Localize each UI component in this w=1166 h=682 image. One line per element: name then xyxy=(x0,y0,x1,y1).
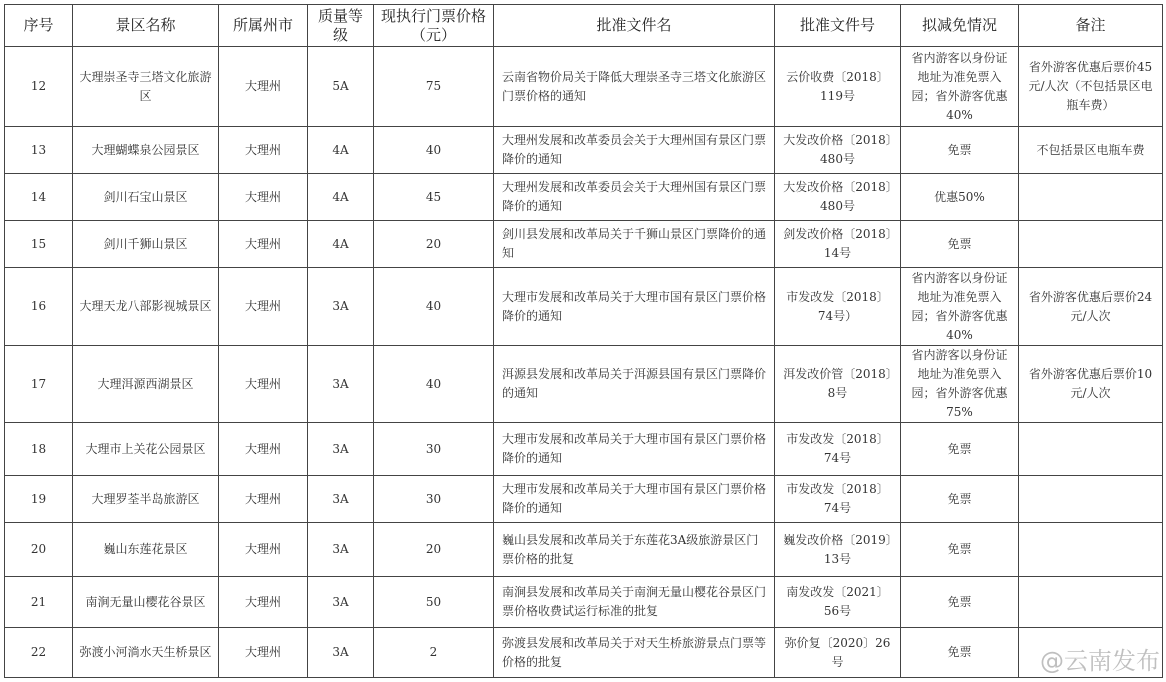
column-header: 备注 xyxy=(1019,5,1163,47)
row-number-cell: 16 xyxy=(5,268,73,346)
city-cell: 大理州 xyxy=(219,523,308,577)
document-number-cell: 剑发改价格〔2018〕14号 xyxy=(775,221,901,268)
ticket-price-cell: 40 xyxy=(374,346,494,423)
table-row xyxy=(5,628,1163,678)
quality-level-cell: 3A xyxy=(308,577,374,628)
document-number-cell: 市发改发〔2018〕74号） xyxy=(775,268,901,346)
row-number-cell: 17 xyxy=(5,346,73,423)
city-cell: 大理州 xyxy=(219,268,308,346)
reduction-cell: 免票 xyxy=(901,577,1019,628)
ticket-price-cell: 20 xyxy=(374,523,494,577)
approval-document-cell: 大理市发展和改革局关于大理市国有景区门票价格降价的通知 xyxy=(494,423,775,476)
quality-level-cell: 4A xyxy=(308,221,374,268)
table-row xyxy=(5,268,1163,346)
row-number-cell: 12 xyxy=(5,47,73,127)
scenic-name-cell: 弥渡小河淌水天生桥景区 xyxy=(73,628,219,678)
reduction-cell: 免票 xyxy=(901,127,1019,174)
city-cell: 大理州 xyxy=(219,346,308,423)
reduction-cell: 省内游客以身份证地址为准免票入园；省外游客优惠40% xyxy=(901,268,1019,346)
city-cell: 大理州 xyxy=(219,423,308,476)
row-number-cell: 19 xyxy=(5,476,73,523)
approval-document-cell: 洱源县发展和改革局关于洱源县国有景区门票降价的通知 xyxy=(494,346,775,423)
row-number-cell: 18 xyxy=(5,423,73,476)
quality-level-cell: 3A xyxy=(308,268,374,346)
reduction-cell: 优惠50% xyxy=(901,174,1019,221)
column-header: 景区名称 xyxy=(73,5,219,47)
row-number-cell: 14 xyxy=(5,174,73,221)
document-number-cell: 巍发改价格〔2019〕13号 xyxy=(775,523,901,577)
column-header: 批准文件号 xyxy=(775,5,901,47)
table-row xyxy=(5,47,1163,127)
approval-document-cell: 弥渡县发展和改革局关于对天生桥旅游景点门票等价格的批复 xyxy=(494,628,775,678)
watermark: @云南发布 xyxy=(1040,647,1160,675)
remark-cell: 不包括景区电瓶车费 xyxy=(1019,127,1163,174)
document-number-cell: 市发改发〔2018〕74号 xyxy=(775,423,901,476)
document-number-cell: 洱发改价管〔2018〕8号 xyxy=(775,346,901,423)
table-row xyxy=(5,221,1163,268)
row-number-cell: 21 xyxy=(5,577,73,628)
remark-cell: 省外游客优惠后票价45元/人次（不包括景区电瓶车费） xyxy=(1019,47,1163,127)
city-cell: 大理州 xyxy=(219,628,308,678)
document-number-cell: 南发改发〔2021〕56号 xyxy=(775,577,901,628)
reduction-cell: 免票 xyxy=(901,221,1019,268)
row-number-cell: 20 xyxy=(5,523,73,577)
scenic-name-cell: 大理市上关花公园景区 xyxy=(73,423,219,476)
remark-cell xyxy=(1019,476,1163,523)
remark-cell xyxy=(1019,423,1163,476)
row-number-cell: 22 xyxy=(5,628,73,678)
ticket-price-cell: 50 xyxy=(374,577,494,628)
reduction-cell: 免票 xyxy=(901,423,1019,476)
city-cell: 大理州 xyxy=(219,476,308,523)
scenic-name-cell: 大理罗荃半岛旅游区 xyxy=(73,476,219,523)
reduction-cell: 免票 xyxy=(901,523,1019,577)
table-row xyxy=(5,523,1163,577)
document-number-cell: 市发改发〔2018〕74号 xyxy=(775,476,901,523)
scenic-name-cell: 南涧无量山樱花谷景区 xyxy=(73,577,219,628)
scenic-name-cell: 大理洱源西湖景区 xyxy=(73,346,219,423)
city-cell: 大理州 xyxy=(219,221,308,268)
column-header: 批准文件名 xyxy=(494,5,775,47)
document-number-cell: 大发改价格〔2018〕480号 xyxy=(775,127,901,174)
quality-level-cell: 3A xyxy=(308,628,374,678)
remark-cell xyxy=(1019,221,1163,268)
quality-level-cell: 3A xyxy=(308,423,374,476)
city-cell: 大理州 xyxy=(219,127,308,174)
scenic-price-table xyxy=(4,4,1163,678)
scenic-name-cell: 巍山东莲花景区 xyxy=(73,523,219,577)
city-cell: 大理州 xyxy=(219,47,308,127)
approval-document-cell: 大理州发展和改革委员会关于大理州国有景区门票降价的通知 xyxy=(494,127,775,174)
column-header: 现执行门票价格（元） xyxy=(374,5,494,47)
approval-document-cell: 巍山县发展和改革局关于东莲花3A级旅游景区门票价格的批复 xyxy=(494,523,775,577)
table-row xyxy=(5,577,1163,628)
document-number-cell: 大发改价格〔2018〕480号 xyxy=(775,174,901,221)
ticket-price-cell: 45 xyxy=(374,174,494,221)
scenic-name-cell: 剑川石宝山景区 xyxy=(73,174,219,221)
ticket-price-cell: 75 xyxy=(374,47,494,127)
scenic-name-cell: 大理蝴蝶泉公园景区 xyxy=(73,127,219,174)
table-row xyxy=(5,174,1163,221)
ticket-price-cell: 40 xyxy=(374,268,494,346)
reduction-cell: 免票 xyxy=(901,476,1019,523)
document-number-cell: 弥价复〔2020〕26号 xyxy=(775,628,901,678)
row-number-cell: 13 xyxy=(5,127,73,174)
reduction-cell: 免票 xyxy=(901,628,1019,678)
remark-cell xyxy=(1019,523,1163,577)
table-row xyxy=(5,127,1163,174)
scenic-name-cell: 剑川千狮山景区 xyxy=(73,221,219,268)
reduction-cell: 省内游客以身份证地址为准免票入园；省外游客优惠40% xyxy=(901,47,1019,127)
remark-cell: 省外游客优惠后票价24元/人次 xyxy=(1019,268,1163,346)
table-row xyxy=(5,476,1163,523)
column-header: 序号 xyxy=(5,5,73,47)
approval-document-cell: 云南省物价局关于降低大理崇圣寺三塔文化旅游区门票价格的通知 xyxy=(494,47,775,127)
quality-level-cell: 4A xyxy=(308,127,374,174)
quality-level-cell: 4A xyxy=(308,174,374,221)
ticket-price-cell: 20 xyxy=(374,221,494,268)
quality-level-cell: 5A xyxy=(308,47,374,127)
ticket-price-cell: 30 xyxy=(374,423,494,476)
approval-document-cell: 大理州发展和改革委员会关于大理州国有景区门票降价的通知 xyxy=(494,174,775,221)
quality-level-cell: 3A xyxy=(308,346,374,423)
ticket-price-cell: 2 xyxy=(374,628,494,678)
table-row xyxy=(5,346,1163,423)
approval-document-cell: 剑川县发展和改革局关于千狮山景区门票降价的通知 xyxy=(494,221,775,268)
scenic-name-cell: 大理天龙八部影视城景区 xyxy=(73,268,219,346)
remark-cell: 省外游客优惠后票价10元/人次 xyxy=(1019,346,1163,423)
column-header: 拟减免情况 xyxy=(901,5,1019,47)
city-cell: 大理州 xyxy=(219,577,308,628)
city-cell: 大理州 xyxy=(219,174,308,221)
header-row xyxy=(5,5,1163,47)
reduction-cell: 省内游客以身份证地址为准免票入园；省外游客优惠75% xyxy=(901,346,1019,423)
row-number-cell: 15 xyxy=(5,221,73,268)
column-header: 所属州市 xyxy=(219,5,308,47)
approval-document-cell: 大理市发展和改革局关于大理市国有景区门票价格降价的通知 xyxy=(494,476,775,523)
document-number-cell: 云价收费〔2018〕119号 xyxy=(775,47,901,127)
scenic-name-cell: 大理崇圣寺三塔文化旅游区 xyxy=(73,47,219,127)
table-row xyxy=(5,423,1163,476)
quality-level-cell: 3A xyxy=(308,476,374,523)
quality-level-cell: 3A xyxy=(308,523,374,577)
ticket-price-cell: 30 xyxy=(374,476,494,523)
ticket-price-cell: 40 xyxy=(374,127,494,174)
column-header: 质量等级 xyxy=(308,5,374,47)
remark-cell xyxy=(1019,577,1163,628)
remark-cell xyxy=(1019,174,1163,221)
approval-document-cell: 大理市发展和改革局关于大理市国有景区门票价格降价的通知 xyxy=(494,268,775,346)
approval-document-cell: 南涧县发展和改革局关于南涧无量山樱花谷景区门票价格收费试运行标准的批复 xyxy=(494,577,775,628)
